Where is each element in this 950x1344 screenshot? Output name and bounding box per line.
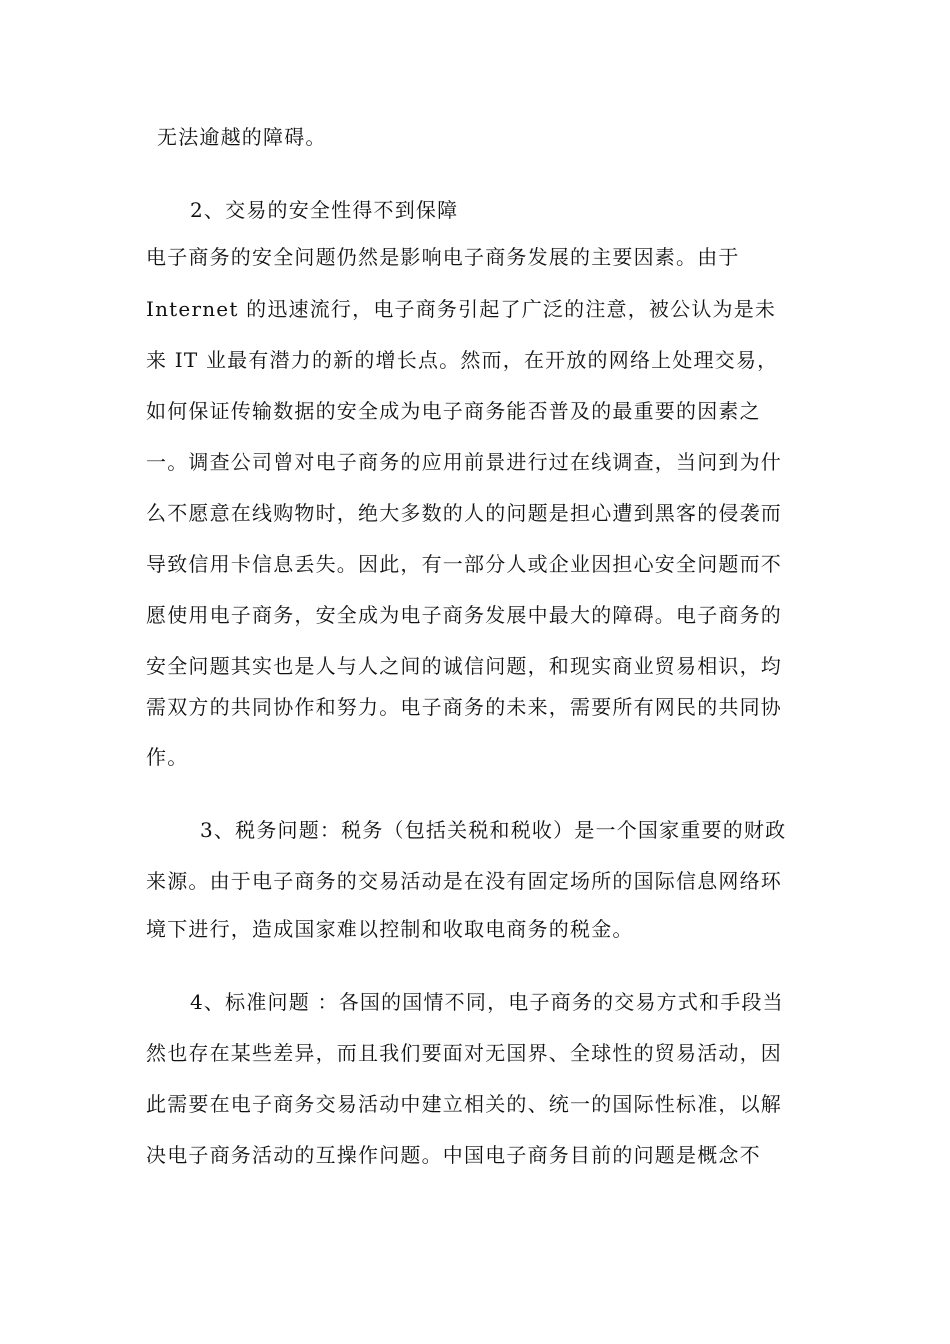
text-line: 安全问题其实也是人与人之间的诚信问题，和现实商业贸易相识，均 — [146, 654, 782, 678]
text-line: 导致信用卡信息丢失。因此，有一部分人或企业因担心安全问题而不 — [146, 552, 782, 576]
text-line: Internet 的迅速流行，电子商务引起了广泛的注意，被公认为是未 — [146, 297, 777, 321]
text-line: 作。 — [146, 745, 189, 769]
text-line: 一。调查公司曾对电子商务的应用前景进行过在线调查，当问到为什 — [146, 450, 782, 474]
text-line: 电子商务的安全问题仍然是影响电子商务发展的主要因素。由于 — [146, 245, 740, 269]
text-line: 需双方的共同协作和努力。电子商务的未来，需要所有网民的共同协 — [146, 695, 782, 719]
section-heading: 2、交易的安全性得不到保障 — [190, 198, 459, 222]
text-line: 如何保证传输数据的安全成为电子商务能否普及的最重要的因素之 — [146, 399, 761, 423]
section-heading: 4、标准问题 ：各国的国情不同，电子商务的交易方式和手段当 — [190, 990, 784, 1014]
text-line: 来 IT 业最有潜力的新的增长点。然而，在开放的网络上处理交易， — [146, 348, 779, 372]
section-heading: 3、税务问题：税务（包括关税和税收）是一个国家重要的财政 — [200, 818, 787, 842]
text-line: 决电子商务活动的互操作问题。中国电子商务目前的问题是概念不 — [146, 1143, 761, 1167]
text-line: 来源。由于电子商务的交易活动是在没有固定场所的国际信息网络环 — [146, 869, 782, 893]
text-line: 然也存在某些差异，而且我们要面对无国界、全球性的贸易活动，因 — [146, 1041, 782, 1065]
text-line: 此需要在电子商务交易活动中建立相关的、统一的国际性标准，以解 — [146, 1092, 782, 1116]
text-line: 么不愿意在线购物时，绝大多数的人的问题是担心遭到黑客的侵袭而 — [146, 501, 782, 525]
text-line: 境下进行，造成国家难以控制和收取电商务的税金。 — [146, 917, 634, 941]
text-line: 愿使用电子商务，安全成为电子商务发展中最大的障碍。电子商务的 — [146, 603, 782, 627]
text-line: 无法逾越的障碍。 — [157, 125, 327, 149]
